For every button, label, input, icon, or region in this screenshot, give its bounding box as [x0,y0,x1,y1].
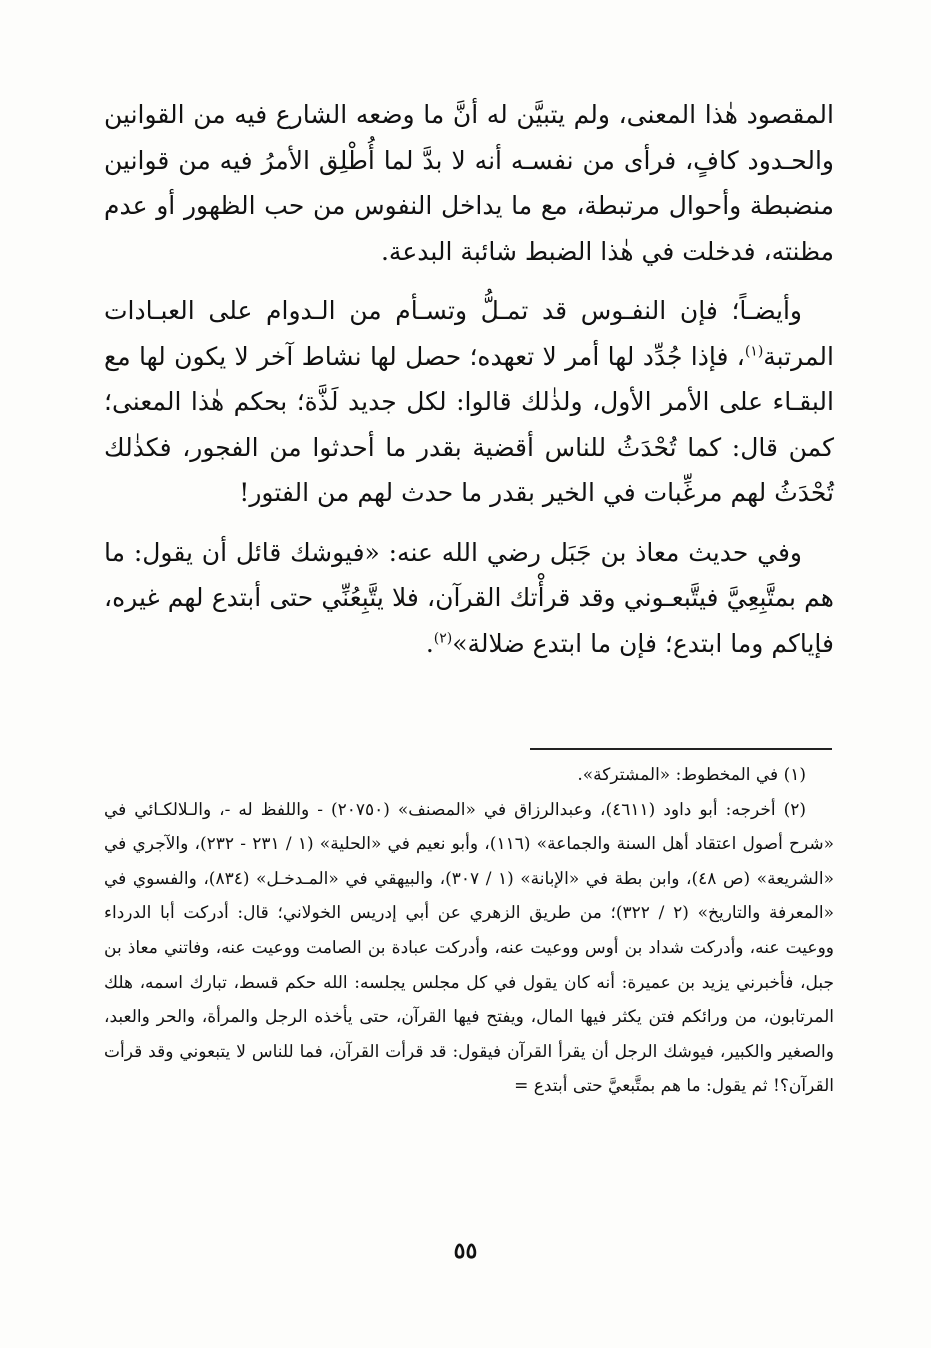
paragraph-3-text-start: وفي حديث معاذ بن جَبَل رضي الله عنه: «فيوشك قائل أن يقول: ما هم بمتَّبِعِيَّ فيتَّبعـوني وقد قرأْتك القرآن، فلا يتَّبِعُنِّي حتى أبتدع لهم غيره، فإياكم وما ابتدع؛ فإن ما ابتدع ضلالة» [104,537,834,658]
footnotes [104,758,834,1104]
paragraph-1-text: المقصود هٰذا المعنى، ولم يتبيَّن له أنَّ ما وضعه الشارع فيه من القوانين والحـدود كافٍ، فرأى من نفسـه أنه لا بدَّ لما أُطْلِق الأمرُ فيه من قوانين منضبطة وأحوال مرتبطة، مع ما يداخل النفوس من حب الظهور أو عدم مظنته، فدخلت في هٰذا الضبط شائبة البدعة. [104,100,834,266]
footnote-2: (٢) أخرجه: أبو داود (٤٦١١)، وعبدالرزاق في «المصنف» (٢٠٧٥٠) - واللفظ له -، والـلالكـائي في «شرح أصول اعتقاد أهل السنة والجماعة» (١١٦)، وأبو نعيم في «الحلية» (١ / ٢٣١ - ٢٣٢)، والآجري في «الشريعة» (ص ٤٨)، وابن بطة في «الإبانة» (١ / ٣٠٧)، والبيهقي في «المـدخـل» (٨٣٤)، والفسوي في «المعرفة والتاريخ» (٢ / ٣٢٢)؛ من طريق الزهري عن أبي إدريس الخولاني؛ قال: أدركت أبا الدرداء ووعيت عنه، وأدركت شداد بن أوس ووعيت عنه، وأدركت عبادة بن الصامت ووعيت عنه، وفاتني معاذ بن جبل، فأخبرني يزيد بن عميرة: أنه كان يقول في كل مجلس يجلسه: الله حكم قسط، تبارك اسمه، هلك المرتابون، من ورائكم فتن يكثر فيها المال، ويفتح فيها القرآن، حتى يأخذه الرجل والمرأة، والحر والعبد، والصغير والكبير، فيوشك الرجل أن يقرأ القرآن فيقول: قد قرأت القرآن، فما للناس لا يتبعوني وقد قرأت القرآن؟! ثم يقول: ما هم بمتَّبعيَّ حتى أبتدع = [104,799,834,1097]
footnote-separator [530,748,832,750]
page-number: ٥٥ [453,1238,478,1264]
paragraph-1 [104,92,834,274]
footnote-ref-2: (٢) [433,630,453,647]
paragraph-2 [104,288,834,516]
paragraph-2-text-start: وأيضـاً؛ فإن النفـوس قد تمـلُّ وتسـأم من الـدوام على العبـادات المرتبة [104,296,834,371]
footnote-1: (١) في المخطوط: «المشتركة». [577,765,806,785]
paragraph-2-text-end: ، فإذا جُدِّد لها أمر لا تعهده؛ حصل لها نشاط آخر لا يكون لها مع البقـاء على الأمر الأول، ولذٰلك قالوا: لكل جديد لَذَّة؛ بحكم هٰذا المعنى؛ كمن قال: كما تُحْدَثُ للناس أقضية بقدر ما أحدثوا من الفجور، فكذٰلك تُحْدَثُ لهم مرغِّبات في الخير بقدر ما حدث لهم من الفتور! [104,341,834,507]
paragraph-3 [104,530,834,667]
paragraph-3-text-end: . [425,628,434,658]
main-text-body [104,92,834,666]
footnote-ref-1: (١) [744,343,764,360]
